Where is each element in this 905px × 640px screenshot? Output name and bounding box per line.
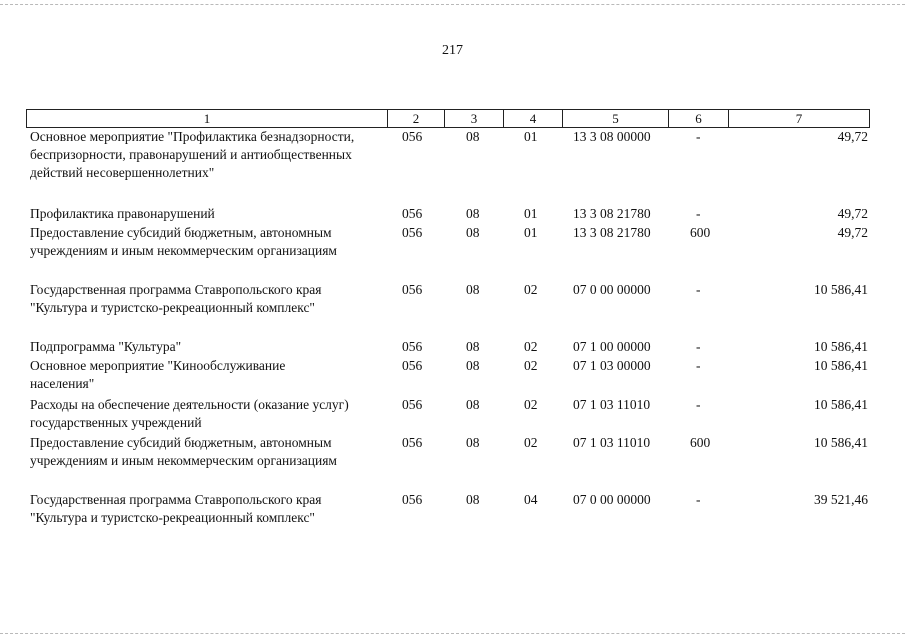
row-code-2: 056 bbox=[402, 129, 423, 144]
row-code-6: - bbox=[696, 492, 701, 507]
row-code-5: 07 0 00 00000 bbox=[573, 282, 651, 297]
row-code-3: 08 bbox=[466, 358, 480, 373]
row-name: Подпрограмма "Культура" bbox=[30, 339, 182, 354]
row-code-4: 01 bbox=[524, 129, 538, 144]
scan-edge-top bbox=[0, 4, 905, 5]
row-code-3: 08 bbox=[466, 339, 480, 354]
row-amount: 10 586,41 bbox=[814, 358, 868, 373]
row-amount: 10 586,41 bbox=[814, 435, 868, 450]
row-code-5: 13 3 08 21780 bbox=[573, 206, 651, 221]
row-amount: 10 586,41 bbox=[814, 339, 868, 354]
column-header-4: 4 bbox=[503, 110, 562, 127]
row-code-3: 08 bbox=[466, 397, 480, 412]
row-code-4: 02 bbox=[524, 397, 538, 412]
column-header-5: 5 bbox=[562, 110, 668, 127]
row-code-4: 02 bbox=[524, 282, 538, 297]
row-code-2: 056 bbox=[402, 339, 423, 354]
row-code-2: 056 bbox=[402, 206, 423, 221]
row-code-6: - bbox=[696, 339, 701, 354]
row-name: Профилактика правонарушений bbox=[30, 206, 215, 221]
row-name: Государственная программа Ставропольского края "Культура и туристско-рекреационный комплекс" bbox=[30, 492, 322, 525]
row-name: Предоставление субсидий бюджетным, автономным учреждениям и иным некоммерческим организациям bbox=[30, 225, 337, 258]
row-code-5: 13 3 08 00000 bbox=[573, 129, 651, 144]
row-code-2: 056 bbox=[402, 282, 423, 297]
row-code-2: 056 bbox=[402, 397, 423, 412]
scan-edge-bottom bbox=[0, 633, 905, 634]
row-code-3: 08 bbox=[466, 492, 480, 507]
row-code-6: - bbox=[696, 397, 701, 412]
column-header-6: 6 bbox=[668, 110, 728, 127]
row-amount: 49,72 bbox=[837, 129, 868, 144]
row-name: Расходы на обеспечение деятельности (оказание услуг) государственных учреждений bbox=[30, 397, 349, 430]
row-code-5: 07 1 03 11010 bbox=[573, 435, 651, 450]
row-amount: 49,72 bbox=[837, 206, 868, 221]
row-code-5: 07 0 00 00000 bbox=[573, 492, 651, 507]
row-code-6: - bbox=[696, 206, 701, 221]
row-code-3: 08 bbox=[466, 435, 480, 450]
row-code-5: 13 3 08 21780 bbox=[573, 225, 651, 240]
row-amount: 10 586,41 bbox=[814, 282, 868, 297]
row-code-4: 02 bbox=[524, 435, 538, 450]
row-code-2: 056 bbox=[402, 358, 423, 373]
row-code-6: - bbox=[696, 358, 701, 373]
row-name: Основное мероприятие "Профилактика безнадзорности, беспризорности, правонарушений и антиобщественных действий несовершеннолетних" bbox=[30, 129, 355, 180]
row-code-3: 08 bbox=[466, 206, 480, 221]
row-code-6: - bbox=[696, 282, 701, 297]
column-header-3: 3 bbox=[444, 110, 503, 127]
table-header bbox=[26, 109, 870, 128]
column-header-7: 7 bbox=[728, 110, 869, 127]
row-code-3: 08 bbox=[466, 282, 480, 297]
row-code-3: 08 bbox=[466, 225, 480, 240]
row-code-4: 02 bbox=[524, 358, 538, 373]
row-code-2: 056 bbox=[402, 435, 423, 450]
row-code-4: 01 bbox=[524, 225, 538, 240]
row-code-3: 08 bbox=[466, 129, 480, 144]
row-code-5: 07 1 03 11010 bbox=[573, 397, 651, 412]
row-amount: 49,72 bbox=[837, 225, 868, 240]
row-code-6: 600 bbox=[690, 225, 711, 240]
column-header-2: 2 bbox=[387, 110, 444, 127]
row-amount: 10 586,41 bbox=[814, 397, 868, 412]
row-name: Государственная программа Ставропольского края "Культура и туристско-рекреационный комплекс" bbox=[30, 282, 322, 315]
row-code-2: 056 bbox=[402, 492, 423, 507]
row-code-5: 07 1 03 00000 bbox=[573, 358, 651, 373]
column-header-1: 1 bbox=[203, 111, 211, 126]
row-name: Предоставление субсидий бюджетным, автономным учреждениям и иным некоммерческим организациям bbox=[30, 435, 337, 468]
row-code-5: 07 1 00 00000 bbox=[573, 339, 651, 354]
row-name: Основное мероприятие "Кинообслуживание населения" bbox=[30, 358, 286, 391]
page-number: 217 bbox=[442, 43, 463, 58]
row-code-6: - bbox=[696, 129, 701, 144]
row-code-6: 600 bbox=[690, 435, 711, 450]
row-code-4: 04 bbox=[524, 492, 538, 507]
row-code-2: 056 bbox=[402, 225, 423, 240]
row-code-4: 01 bbox=[524, 206, 538, 221]
row-amount: 39 521,46 bbox=[814, 492, 868, 507]
row-code-4: 02 bbox=[524, 339, 538, 354]
